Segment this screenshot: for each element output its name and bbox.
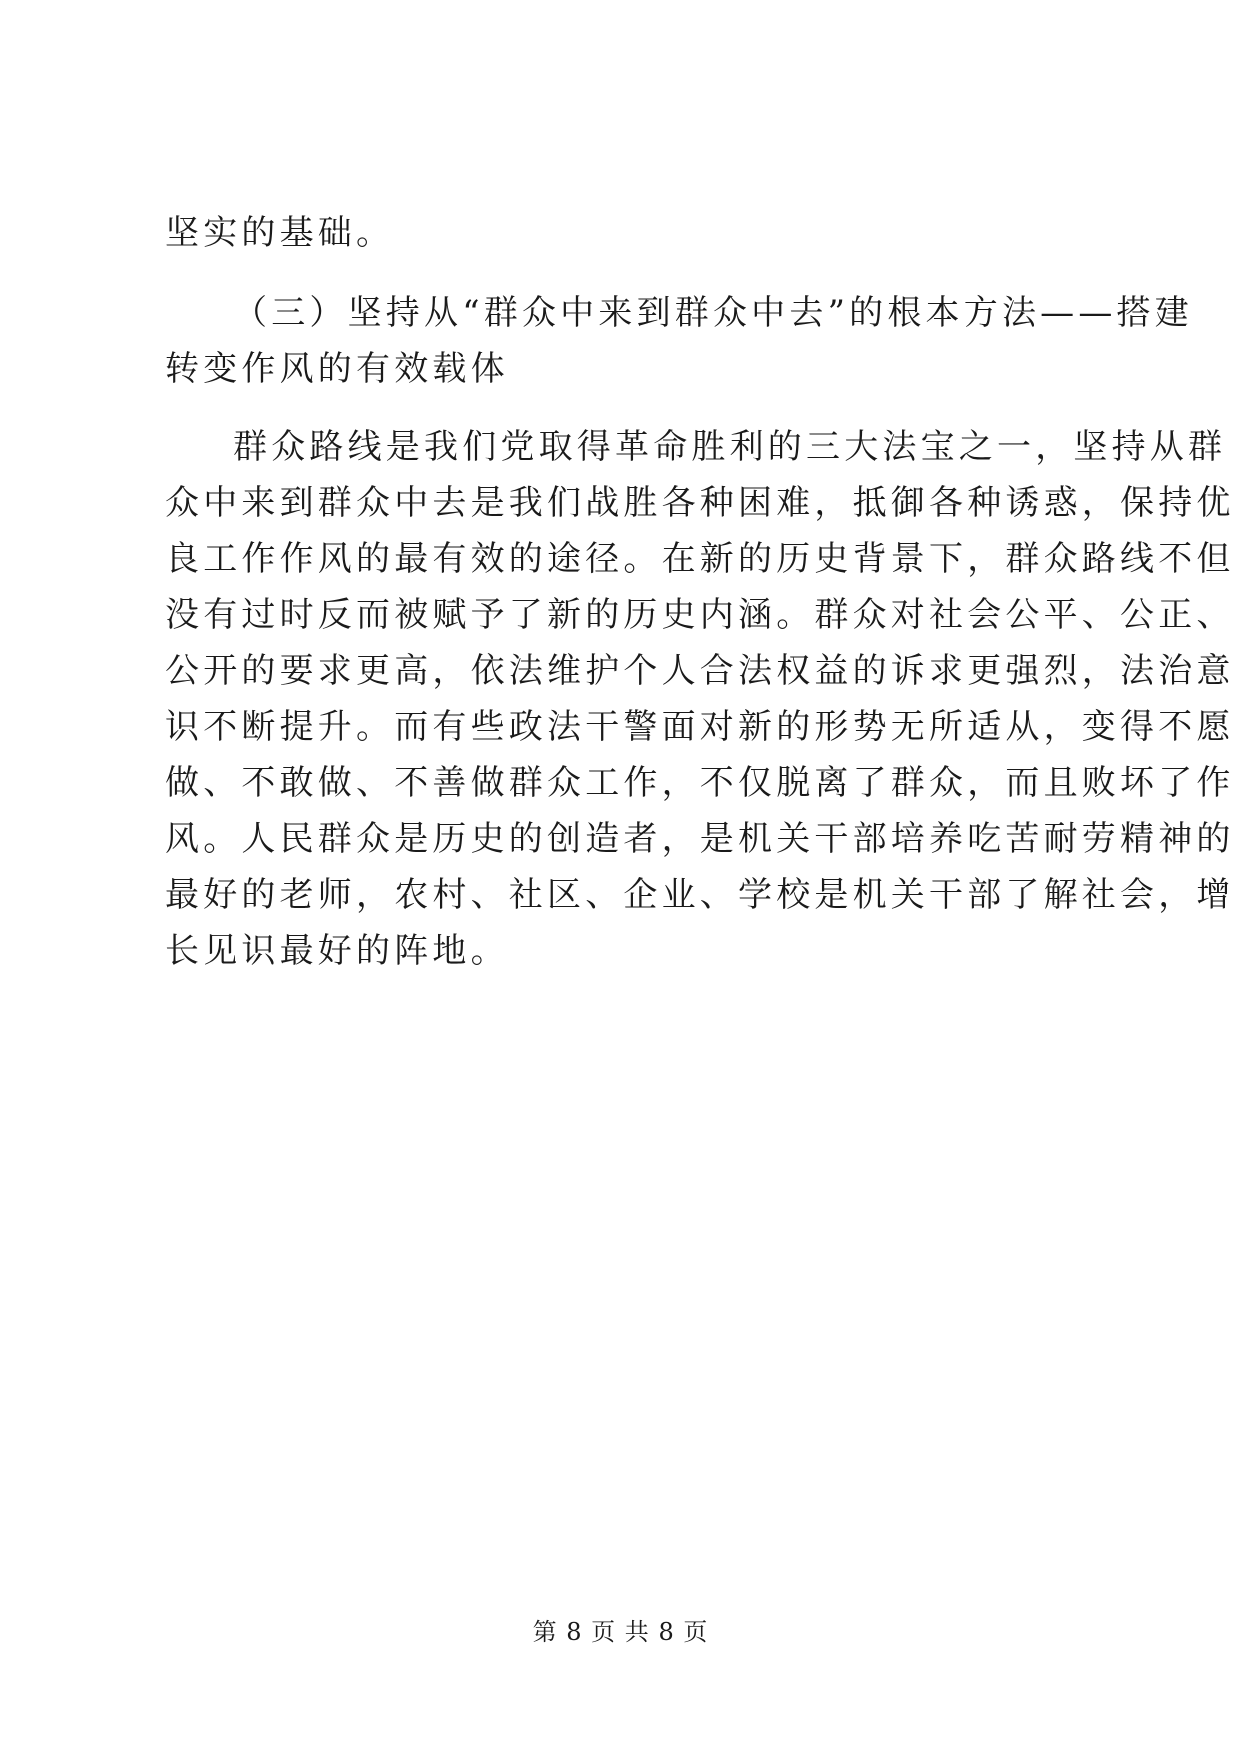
paragraph-line: 长见识最好的阵地。 — [165, 931, 509, 971]
paragraph-line: 没有过时反而被赋予了新的历史内涵。群众对社会公平、公正、 — [165, 595, 1235, 635]
paragraph-line: 公开的要求更高，依法维护个人合法权益的诉求更强烈，法治意 — [165, 651, 1235, 691]
paragraph-line: 做、不敢做、不善做群众工作，不仅脱离了群众，而且败坏了作 — [165, 763, 1235, 803]
paragraph-line: 群众路线是我们党取得革命胜利的三大法宝之一，坚持从群 — [233, 427, 1227, 467]
paragraph-line: 最好的老师，农村、社区、企业、学校是机关干部了解社会，增 — [165, 875, 1235, 915]
paragraph-line: 良工作作风的最有效的途径。在新的历史背景下，群众路线不但 — [165, 539, 1235, 579]
page-number-footer: 第 8 页 共 8 页 — [532, 1618, 709, 1646]
paragraph-line: 众中来到群众中去是我们战胜各种困难，抵御各种诱惑，保持优 — [165, 483, 1235, 523]
section-heading-line: 转变作风的有效载体 — [165, 349, 509, 389]
paragraph-line: 风。人民群众是历史的创造者，是机关干部培养吃苦耐劳精神的 — [165, 819, 1235, 859]
paragraph-line: 坚实的基础。 — [165, 213, 395, 253]
body-text — [165, 205, 1235, 979]
section-heading-line: （三）坚持从“群众中来到群众中去”的根本方法——搭建 — [233, 293, 1193, 333]
paragraph-line: 识不断提升。而有些政法干警面对新的形势无所适从，变得不愿 — [165, 707, 1235, 747]
